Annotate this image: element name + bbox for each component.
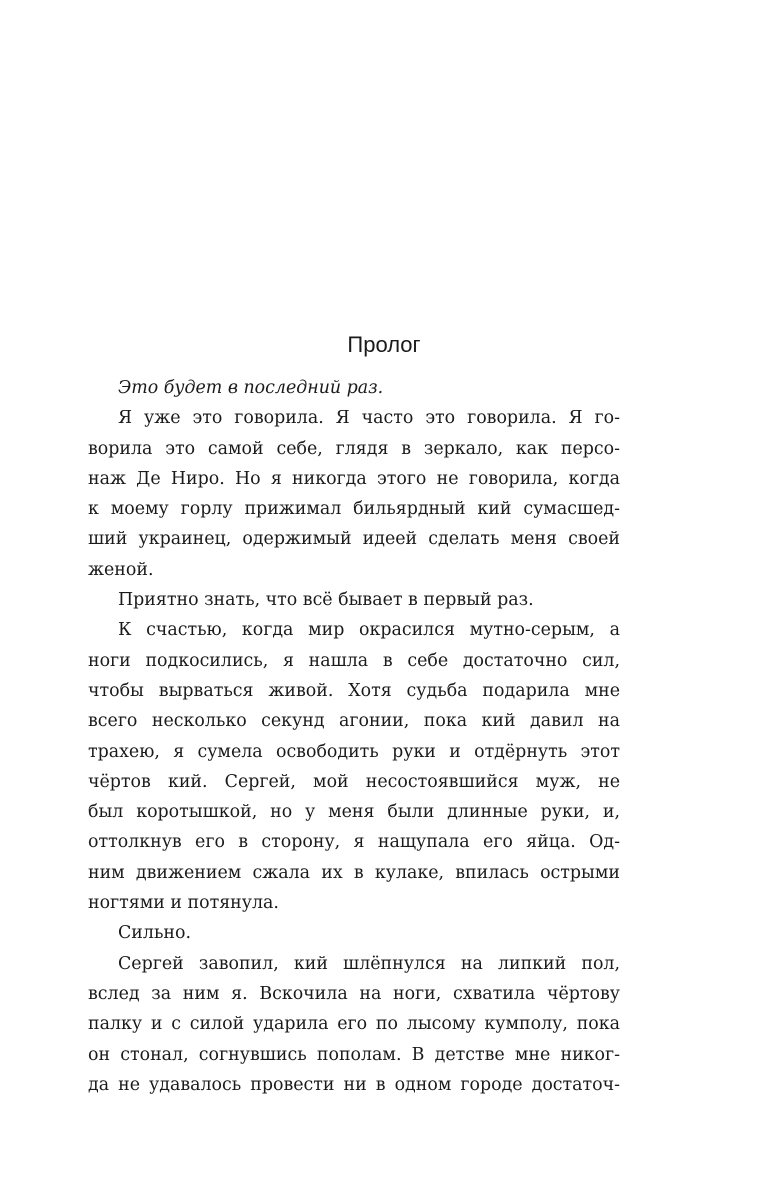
text-line: ним движением сжала их в кулаке, впилась острыми	[88, 862, 620, 883]
text-line: Я уже это говорила. Я часто это говорила. Я го-	[118, 408, 620, 429]
text-line: да не удавалось провести ни в одном городе достаточ-	[88, 1074, 620, 1095]
text-line: всего несколько секунд агонии, пока кий давил на	[88, 711, 620, 732]
text-line: был коротышкой, но у меня были длинные руки, и,	[88, 802, 620, 823]
text-line: чтобы вырваться живой. Хотя судьба подарила мне	[88, 680, 620, 701]
text-line: трахею, я сумела освободить руки и отдёрнуть этот	[88, 741, 620, 762]
body-text	[88, 373, 620, 1100]
text-line: К счастью, когда мир окрасился мутно-серым, а	[118, 620, 620, 641]
text-line: чёртов кий. Сергей, мой несостоявшийся муж, не	[88, 771, 620, 792]
text-line: Сергей завопил, кий шлёпнулся на липкий пол,	[118, 953, 620, 974]
text-line: ворила это самой себе, глядя в зеркало, как персо-	[88, 438, 620, 459]
text-line: оттолкнув его в сторону, я нащупала его яйца. Од-	[88, 832, 620, 853]
text-line: Это будет в последний раз.	[118, 378, 384, 398]
text-line: вслед за ним я. Вскочила на ноги, схватила чёртову	[88, 983, 620, 1004]
text-line: женой.	[88, 559, 154, 580]
text-line: палку и с силой ударила его по лысому кумполу, пока	[88, 1014, 620, 1035]
text-line: Приятно знать, что всё бывает в первый раз.	[118, 590, 534, 611]
text-line: наж Де Ниро. Но я никогда этого не говорила, когда	[88, 468, 620, 489]
text-line: к моему горлу прижимал бильярдный кий сумасшед-	[88, 499, 620, 520]
text-line: ший украинец, одержимый идеей сделать меня своей	[88, 529, 620, 550]
text-line: ногтями и потянула.	[88, 893, 279, 914]
text-line: ноги подкосились, я нашла в себе достаточно сил,	[88, 650, 620, 671]
chapter-title: Пролог	[347, 332, 421, 357]
text-line: он стонал, согнувшись пополам. В детстве мне никог-	[88, 1044, 620, 1065]
text-line: Сильно.	[118, 923, 192, 944]
